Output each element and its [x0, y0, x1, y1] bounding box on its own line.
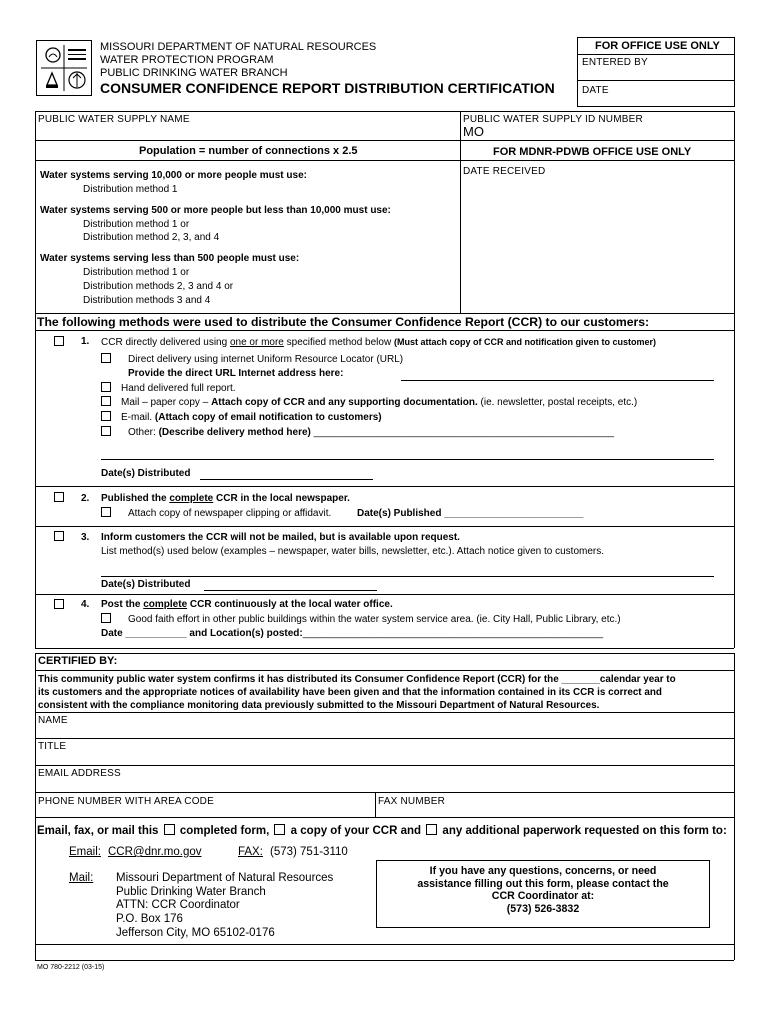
certified-text-3: consistent with the compliance monitoring data previously submitted to the Missouri Department of Natural Resources.	[38, 700, 600, 711]
office-use-title: FOR OFFICE USE ONLY	[595, 40, 720, 52]
method-2-text-a: Published the	[101, 493, 170, 504]
email-option-b: (Attach copy of email notification to customers)	[154, 412, 382, 423]
certified-heading: CERTIFIED BY:	[38, 655, 118, 667]
mail-checkbox[interactable]	[101, 396, 111, 406]
method-2-checkbox[interactable]	[54, 492, 64, 502]
fax-label: FAX NUMBER	[378, 796, 446, 807]
newspaper-clipping-label: Attach copy of newspaper clipping or affidavit.	[128, 508, 332, 519]
method-1-number: 1.	[81, 336, 90, 347]
method-4-text	[101, 599, 393, 611]
method-4-text-b: CCR continuously at the local water office.	[187, 599, 393, 610]
method-4-text-u: complete	[143, 599, 188, 610]
url-address-label: Provide the direct URL Internet address here:	[128, 368, 344, 379]
agency-logo	[36, 40, 92, 96]
entered-by-label: ENTERED BY	[582, 57, 648, 68]
mail-option-b: Attach copy of CCR and any supporting documentation.	[211, 397, 478, 408]
contact-box	[376, 860, 710, 928]
method-1-text-bold: (Must attach copy of CCR and notification given to customer)	[393, 337, 656, 347]
office-use-box	[577, 37, 735, 107]
supply-id-label: PUBLIC WATER SUPPLY ID NUMBER	[463, 114, 643, 125]
method-1-dates-field[interactable]	[200, 479, 373, 480]
contact-phone: (573) 526-3832	[506, 902, 580, 915]
group-medium-title: Water systems serving 500 or more people but less than 10,000 must use:	[40, 205, 391, 216]
email-address-label: EMAIL ADDRESS	[38, 768, 121, 779]
other-buildings-checkbox[interactable]	[101, 613, 111, 623]
dept-name: MISSOURI DEPARTMENT OF NATURAL RESOURCES	[100, 41, 377, 53]
method-4-text-a: Post the	[101, 599, 144, 610]
method-1-text-a: CCR directly delivered using	[101, 337, 230, 348]
entered-by-field[interactable]	[578, 66, 734, 78]
other-option-b: (Describe delivery method here)	[158, 427, 311, 438]
email-checkbox[interactable]	[101, 411, 111, 421]
completed-form-checkbox[interactable]	[164, 824, 175, 835]
name-field[interactable]	[38, 724, 732, 738]
other-option-label	[128, 427, 614, 439]
submit-line-d: any additional paperwork requested on this form to:	[439, 825, 727, 837]
methods-heading: The following methods were used to distribute the Consumer Confidence Report (CCR) to our customers:	[37, 315, 650, 329]
url-checkbox[interactable]	[101, 353, 111, 363]
title-label: TITLE	[38, 741, 67, 752]
mdnr-office-heading: FOR MDNR-PDWB OFFICE USE ONLY	[493, 146, 692, 158]
mail-option-c: (ie. newsletter, postal receipts, etc.)	[477, 397, 638, 408]
method-2-text	[101, 493, 350, 505]
email-contact-link[interactable]: CCR@dnr.mo.gov	[108, 846, 202, 858]
mail-option-a: Mail – paper copy –	[121, 397, 212, 408]
branch-name: PUBLIC DRINKING WATER BRANCH	[100, 67, 288, 79]
method-4-number: 4.	[81, 599, 90, 610]
method-1-text-u: one or more	[229, 337, 284, 348]
method-1-text-b: specified method below	[283, 337, 394, 348]
method-2-dates-label	[357, 508, 583, 520]
method-4-checkbox[interactable]	[54, 599, 64, 609]
fax-contact-value: (573) 751-3110	[270, 846, 348, 858]
group-small-line: Distribution methods 2, 3 and 4 or	[83, 281, 234, 292]
submit-line-b: completed form,	[176, 825, 273, 837]
method-3-dates-label: Date(s) Distributed	[101, 579, 191, 590]
group-medium-line: Distribution method 2, 3, and 4	[83, 232, 220, 243]
mail-option-label	[121, 397, 637, 409]
agency-logo-icon	[37, 41, 91, 95]
email-option-label	[121, 412, 382, 424]
method-3-checkbox[interactable]	[54, 531, 64, 541]
other-description-field[interactable]	[101, 459, 714, 460]
program-name: WATER PROTECTION PROGRAM	[100, 54, 274, 66]
contact-line: CCR Coordinator at:	[491, 890, 595, 902]
mail-address-line: Jefferson City, MO 65102-0176	[116, 927, 275, 939]
hand-delivered-label: Hand delivered full report.	[121, 383, 236, 394]
population-heading: Population = number of connections x 2.5	[139, 145, 358, 157]
method-3-subtext: List method(s) used below (examples – newspaper, water bills, newsletter, etc.). Attach notice given to customers.	[101, 546, 605, 557]
office-date-label: DATE	[582, 85, 609, 96]
other-checkbox[interactable]	[101, 426, 111, 436]
method-2-dates-field[interactable]: _________________________	[441, 508, 584, 519]
supply-name-field[interactable]	[38, 123, 456, 140]
method-1-checkbox[interactable]	[54, 336, 64, 346]
method-1-text	[101, 336, 656, 349]
method-3-number: 3.	[81, 532, 90, 543]
submit-line-a: Email, fax, or mail this	[37, 825, 162, 837]
mail-address-line: Missouri Department of Natural Resources	[116, 872, 334, 884]
fax-contact-label: FAX:	[238, 846, 263, 858]
method-2-text-u: complete	[169, 493, 214, 504]
group-small-line: Distribution methods 3 and 4	[83, 295, 211, 306]
method-2-text-b: CCR in the local newspaper.	[213, 493, 350, 504]
certified-text-1: This community public water system confirms it has distributed its Consumer Confidence Report (CCR) for the _______calendar year to	[38, 674, 676, 685]
other-buildings-label: Good faith effort in other public buildings within the water system service area. (ie. City Hall, Public Library, etc.)	[128, 614, 621, 625]
form-id: MO 780-2212 (03-15)	[37, 964, 105, 971]
newspaper-clipping-checkbox[interactable]	[101, 507, 111, 517]
mail-address-line: P.O. Box 176	[116, 913, 183, 925]
method-4-date-location	[101, 628, 603, 640]
contact-line: assistance filling out this form, please contact the	[417, 877, 669, 890]
email-contact-label: Email:	[69, 846, 101, 858]
method-4-location-field[interactable]: ______________________________________________________	[302, 628, 604, 639]
additional-paperwork-checkbox[interactable]	[426, 824, 437, 835]
method-3-text: Inform customers the CCR will not be mailed, but is available upon request.	[101, 532, 460, 543]
certified-text-2: its customers and the appropriate notices of availability have been given and that the information contained in its CCR is correct and	[38, 687, 662, 698]
method-3-dates-field[interactable]	[204, 590, 377, 591]
office-date-field[interactable]	[578, 93, 734, 105]
ccr-copy-checkbox[interactable]	[274, 824, 285, 835]
url-option-label: Direct delivery using internet Uniform Resource Locator (URL)	[128, 354, 404, 365]
other-option-line[interactable]: ______________________________________________________	[310, 427, 614, 438]
phone-field[interactable]	[38, 805, 372, 816]
url-address-field[interactable]	[401, 380, 714, 381]
supply-name-label: PUBLIC WATER SUPPLY NAME	[38, 114, 190, 125]
other-option-a: Other:	[128, 427, 159, 438]
date-received-label: DATE RECEIVED	[463, 166, 546, 177]
group-large-title: Water systems serving 10,000 or more people must use:	[40, 170, 307, 181]
email-address-field[interactable]	[38, 777, 732, 791]
submit-line-c: a copy of your CCR and	[287, 825, 425, 837]
phone-label: PHONE NUMBER WITH AREA CODE	[38, 796, 214, 807]
hand-delivered-checkbox[interactable]	[101, 382, 111, 392]
mail-address-line: ATTN: CCR Coordinator	[116, 899, 240, 911]
mail-address-line: Public Drinking Water Branch	[116, 886, 266, 898]
form-title: CONSUMER CONFIDENCE REPORT DISTRIBUTION CERTIFICATION	[100, 80, 555, 96]
email-option-a: E-mail.	[121, 412, 155, 423]
group-small-title: Water systems serving less than 500 people must use:	[40, 253, 300, 264]
contact-line: If you have any questions, concerns, or need	[429, 865, 657, 877]
group-small-line: Distribution method 1 or	[83, 267, 190, 278]
supply-id-field[interactable]: MO	[463, 124, 484, 139]
method-1-dates-label: Date(s) Distributed	[101, 468, 191, 479]
submit-instructions	[37, 824, 727, 838]
mail-contact-label: Mail:	[69, 872, 94, 884]
fax-field[interactable]	[378, 805, 732, 816]
method-2-dates-label-text: Date(s) Published	[357, 508, 442, 519]
group-large-line: Distribution method 1	[83, 184, 178, 195]
method-3-methods-field[interactable]	[101, 576, 714, 577]
group-medium-line: Distribution method 1 or	[83, 219, 190, 230]
method-4-date-label[interactable]: Date ___________ and Location(s) posted:	[101, 628, 303, 639]
title-field[interactable]	[38, 750, 732, 764]
date-received-field[interactable]	[462, 176, 732, 306]
name-label: NAME	[38, 715, 68, 726]
method-2-number: 2.	[81, 493, 90, 504]
